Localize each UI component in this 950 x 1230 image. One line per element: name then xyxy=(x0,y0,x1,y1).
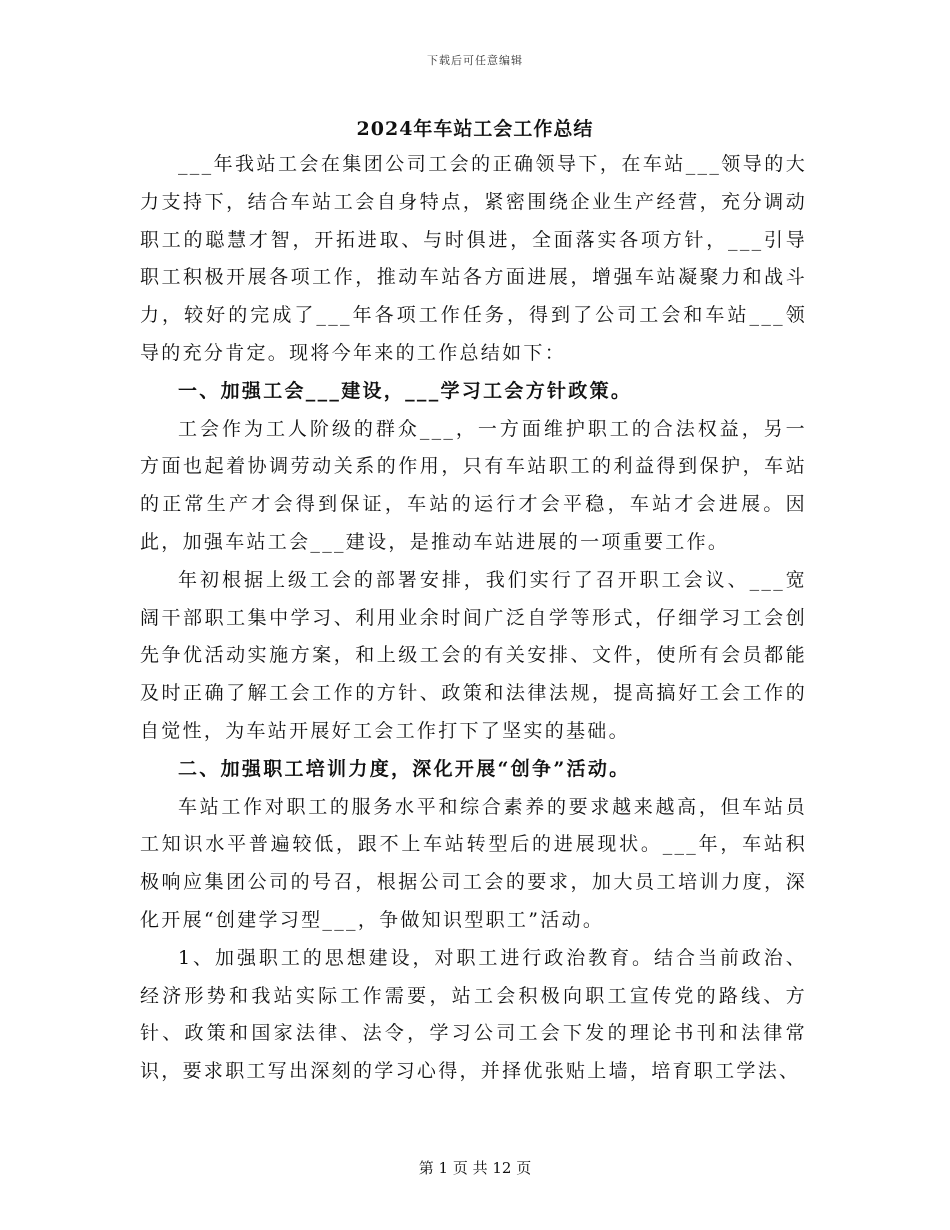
section-heading-2: 二、加强职工培训力度，深化开展“创争”活动。 xyxy=(178,757,631,780)
document-title: 2024年车站工会工作总结 xyxy=(356,118,594,140)
header-note: 下载后可任意编辑 xyxy=(427,54,523,67)
section-2-item-1: 1、加强职工的思想建设，对职工进行政治教育。结合当前政治、经济形势和我站实际工作需要，站工会积极向职工宣传党的路线、方针、政策和国家法律、法令，学习公司工会下发的理论书刊和法律常识，要求职工写出深刻的学习心得，并择优张贴上墙，培育职工学法、 xyxy=(140,946,807,1083)
section-1-paragraph-1: 工会作为工人阶级的群众___，一方面维护职工的合法权益，另一方面也起着协调劳动关系的作用，只有车站职工的利益得到保护，车站的正常生产才会得到保证，车站的运行才会平稳，车站才会进展。因此，加强车站工会___建设，是推动车站进展的一项重要工作。 xyxy=(140,417,807,553)
document-body xyxy=(140,146,807,1091)
intro-paragraph: ___年我站工会在集团公司工会的正确领导下，在车站___领导的大力支持下，结合车站工会自身特点，紧密围绕企业生产经营，充分调动职工的聪慧才智，开拓进取、与时俱进，全面落实各项方针，___引导职工积极开展各项工作，推动车站各方面进展，增强车站凝聚力和战斗力，较好的完成了___年各项工作任务，得到了公司工会和车站___领导的充分肯定。现将今年来的工作总结如下： xyxy=(140,153,807,364)
section-2-paragraph-1: 车站工作对职工的服务水平和综合素养的要求越来越高，但车站员工知识水平普遍较低，跟不上车站转型后的进展现状。___年，车站积极响应集团公司的号召，根据公司工会的要求，加大员工培训力度，深化开展“创建学习型___，争做知识型职工”活动。 xyxy=(140,795,807,931)
section-heading-1: 一、加强工会___建设，___学习工会方针政策。 xyxy=(178,379,633,402)
section-1-paragraph-2: 年初根据上级工会的部署安排，我们实行了召开职工会议、___宽阔干部职工集中学习、利用业余时间广泛自学等形式，仔细学习工会创先争优活动实施方案，和上级工会的有关安排、文件，使所有会员都能及时正确了解工会工作的方针、政策和法律法规，提高搞好工会工作的自觉性，为车站开展好工会工作打下了坚实的基础。 xyxy=(140,568,807,742)
page-number: 第 1 页 共 12 页 xyxy=(418,1159,532,1177)
